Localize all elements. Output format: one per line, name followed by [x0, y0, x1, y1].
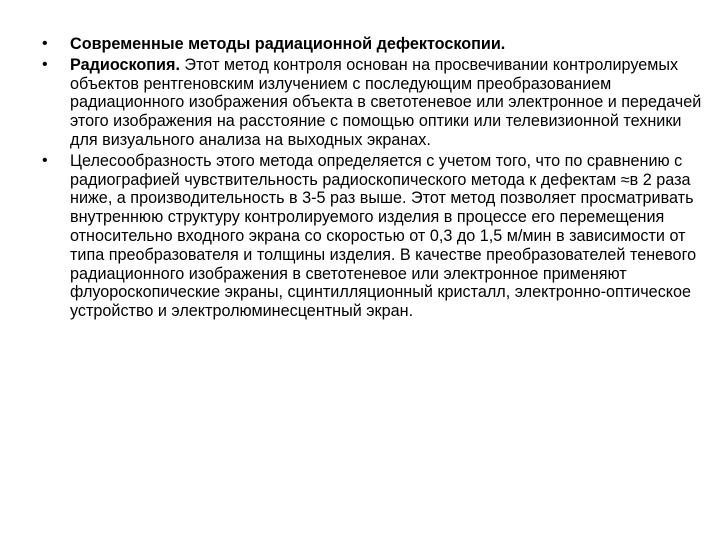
bullet-item-radioscopy: [40, 56, 708, 150]
bullet-item-expediency: [40, 152, 708, 321]
bullet-text: Этот метод контроля основан на просвечивании контролируемых объектов рентгеновским излучением с последующим преобразованием радиационного изображения объекта в светотеневое или электронное и передачей этого изображения на расстояние с помощью оптики или телевизионной техники для визуального анализа на выходных экранах.: [70, 55, 702, 149]
bullet-heading: Радиоскопия.: [70, 55, 180, 74]
bullet-icon: •: [42, 151, 48, 169]
bullet-text: Целесообразность этого метода определяется с учетом того, что по сравнению с радиографией чувствительность радиоскопического метода к дефектам ≈в 2 раза ниже, а производительность в 3-5 раз выше. Этот метод позволяет просматривать внутреннюю структуру контролируемого изделия в процессе его перемещения относительно входного экрана со скоростью от 0,3 до 1,5 м/мин в зависимости от типа преобразователя и толщины изделия. В качестве преобразователей теневого радиационного изображения в светотеневое или электронное применяют флуороскопические экраны, сцинтилляционный кристалл, электронно-оптическое устройство и электролюминесцентный экран.: [70, 151, 697, 321]
bullet-item-modern-methods: [40, 35, 708, 54]
bullet-icon: •: [42, 35, 48, 52]
bullet-list: [40, 35, 708, 321]
bullet-heading: Современные методы радиационной дефектоскопии.: [70, 35, 506, 53]
bullet-icon: •: [42, 55, 48, 73]
